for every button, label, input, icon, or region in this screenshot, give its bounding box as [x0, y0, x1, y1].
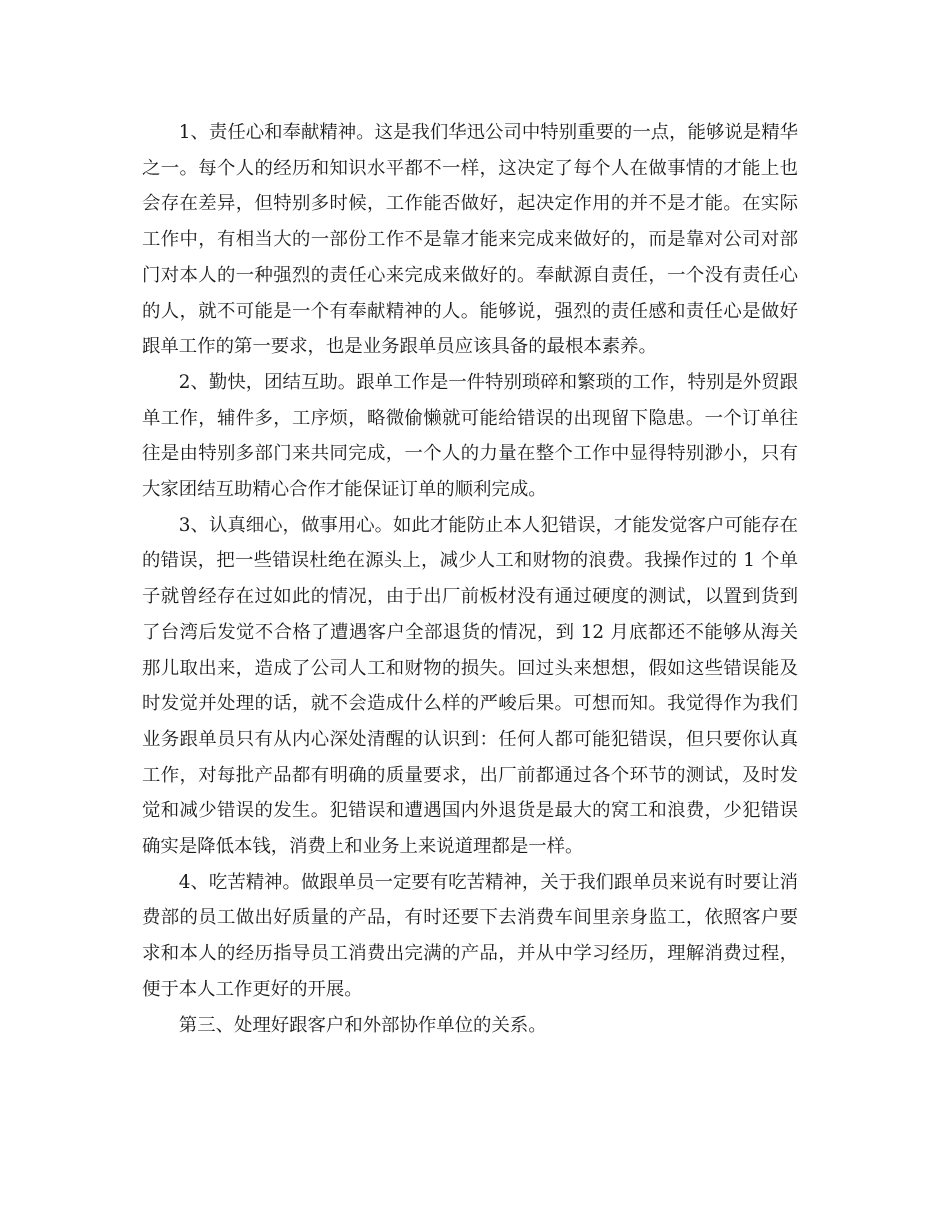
paragraph-diligence: 2、勤快，团结互助。跟单工作是一件特别琐碎和繁琐的工作，特别是外贸跟单工作，辅件多，工序烦，略微偷懒就可能给错误的出现留下隐患。一个订单往往是由特别多部门来共同完成，一个人的力量在整个工作中显得特别渺小，只有大家团结互助精心合作才能保证订单的顺利完成。 — [142, 371, 798, 501]
paragraph-carefulness: 3、认真细心，做事用心。如此才能防止本人犯错误，才能发觉客户可能存在的错误，把一些错误杜绝在源头上，减少人工和财物的浪费。我操作过的 1 个单子就曾经存在过如此的情况，由于出厂前板材没有通过硬度的测试，以置到货到了台湾后发觉不合格了遭遇客户全部退货的情况，到 12 月底都还不能够从海关那儿取出来，造成了公司人工和财物的损失。回过头来想想，假如这些错误能及时发觉并处理的话，就不会造成什么样的严峻后果。可想而知。我觉得作为我们业务跟单员只有从内心深处清醒的认识到：任何人都可能犯错误，但只要你认真工作，对每批产品都有明确的质量要求，出厂前都通过各个环节的测试，及时发觉和减少错误的发生。犯错误和遭遇国内外退货是最大的窝工和浪费，少犯错误确实是降低本钱，消费上和业务上来说道理都是一样。 — [142, 514, 798, 858]
paragraph-section-three: 第三、处理好跟客户和外部协作单位的关系。 — [178, 1014, 547, 1036]
document-body — [142, 115, 798, 1043]
paragraph-responsibility: 1、责任心和奉献精神。这是我们华迅公司中特别重要的一点，能够说是精华之一。每个人的经历和知识水平都不一样，这决定了每个人在做事情的才能上也会存在差异，但特别多时候，工作能否做好，起决定作用的并不是才能。在实际工作中，有相当大的一部份工作不是靠才能来完成来做好的，而是靠对公司对部门对本人的一种强烈的责任心来完成来做好的。奉献源自责任，一个没有责任心的人，就不可能是一个有奉献精神的人。能够说，强烈的责任感和责任心是做好跟单工作的第一要求，也是业务跟单员应该具备的最根本素养。 — [142, 122, 798, 358]
paragraph-hardship: 4、吃苦精神。做跟单员一定要有吃苦精神，关于我们跟单员来说有时要让消费部的员工做出好质量的产品，有时还要下去消费车间里亲身监工，依照客户要求和本人的经历指导员工消费出完满的产品，并从中学习经历，理解消费过程，便于本人工作更好的开展。 — [142, 871, 798, 1000]
